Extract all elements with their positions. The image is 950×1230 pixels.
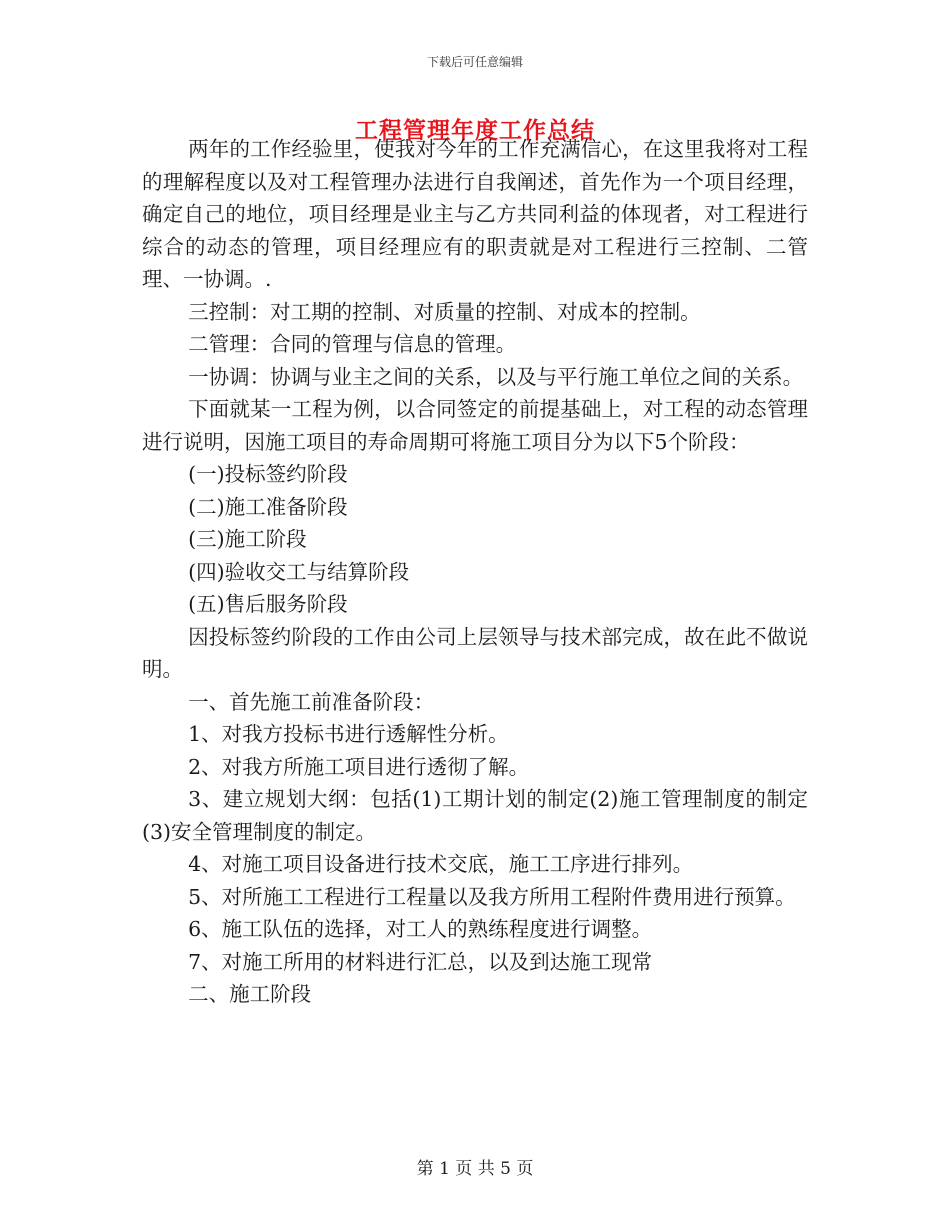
header-note: 下载后可任意编辑 (426, 55, 523, 69)
list-item: 4、对施工项目设备进行技术交底，施工工序进行排列。 (188, 852, 694, 876)
paragraph: 二管理：合同的管理与信息的管理。 (188, 332, 517, 356)
list-item: (一)投标签约阶段 (188, 462, 348, 486)
list-item: 5、对所施工工程进行工程量以及我方所用工程附件费用进行预算。 (188, 884, 796, 909)
list-item: 7、对施工所用的材料进行汇总，以及到达施工现常 (188, 949, 653, 974)
list-item: 3、建立规划大纲：包括(1)工期计划的制定(2)施工管理制度的制定(3)安全管理制度的制定。 (142, 787, 808, 844)
paragraph: 一协调：协调与业主之间的关系，以及与平行施工单位之间的关系。 (188, 364, 804, 389)
paragraph: 两年的工作经验里，使我对今年的工作充满信心，在这里我将对工程的理解程度以及对工程管理办法进行自我阐述，首先作为一个项目经理，确定自己的地位，项目经理是业主与乙方共同利益的体现者，对工程进行综合的动态的管理，项目经理应有的职责就是对工程进行三控制、二管理、一协调。. (142, 137, 808, 291)
list-item: 6、施工队伍的选择，对工人的熟练程度进行调整。 (188, 917, 653, 941)
section-heading: 一、首先施工前准备阶段： (188, 689, 435, 714)
paragraph: 下面就某一工程为例，以合同签定的前提基础上，对工程的动态管理进行说明，因施工项目的寿命周期可将施工项目分为以下5个阶段： (142, 397, 808, 454)
document-title: 工程管理年度工作总结 (355, 117, 595, 144)
list-item: (五)售后服务阶段 (188, 592, 348, 616)
list-item: 2、对我方所施工项目进行透彻了解。 (188, 754, 530, 779)
document-body (142, 133, 808, 1011)
section-heading: 二、施工阶段 (188, 982, 312, 1006)
list-item: (三)施工阶段 (188, 527, 307, 551)
paragraph: 因投标签约阶段的工作由公司上层领导与技术部完成，故在此不做说明。 (142, 624, 808, 681)
list-item: 1、对我方投标书进行透解性分析。 (188, 722, 509, 746)
page-footer: 第 1 页 共 5 页 (416, 1159, 534, 1179)
paragraph: 三控制：对工期的控制、对质量的控制、对成本的控制。 (188, 299, 701, 324)
list-item: (四)验收交工与结算阶段 (188, 559, 410, 584)
list-item: (二)施工准备阶段 (188, 494, 348, 519)
